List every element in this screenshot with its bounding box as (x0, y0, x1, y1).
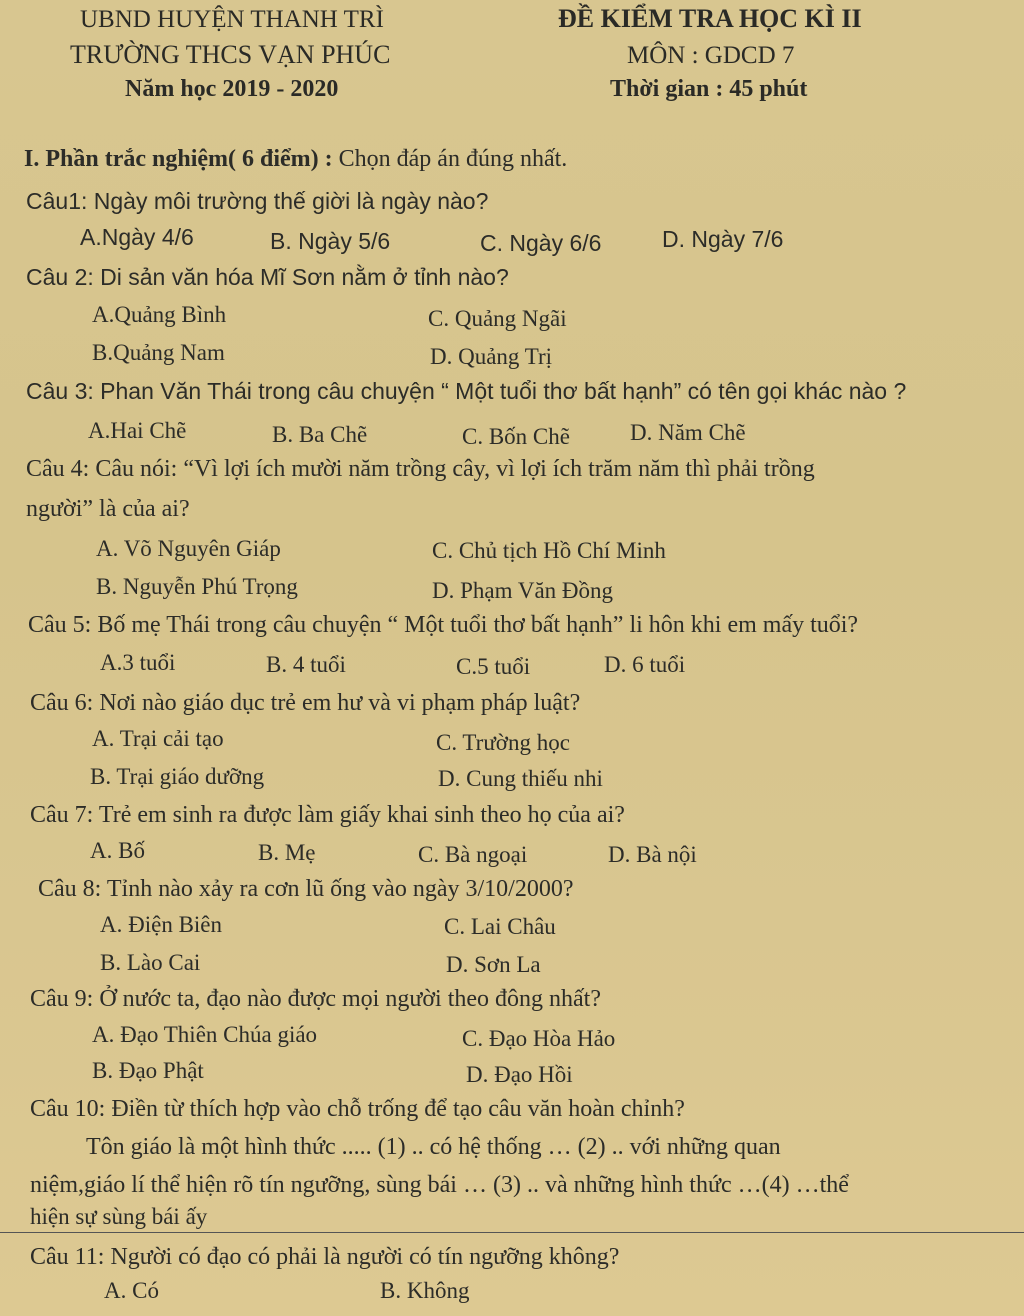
school-year: Năm học 2019 - 2020 (125, 76, 339, 102)
section-heading (24, 146, 567, 173)
q2-option-b: B.Quảng Nam (92, 340, 225, 365)
exam-title: ĐỀ KIỂM TRA HỌC KÌ II (558, 4, 862, 33)
q7-option-c: C. Bà ngoại (418, 842, 528, 867)
question-10: Câu 10: Điền từ thích hợp vào chỗ trống để tạo câu văn hoàn chỉnh? (30, 1096, 685, 1122)
q4-option-a: A. Võ Nguyên Giáp (96, 536, 281, 561)
q5-option-c: C.5 tuổi (456, 654, 531, 679)
q10-body-line-1: Tôn giáo là một hình thức ..... (1) .. có hệ thống … (2) .. với những quan (86, 1134, 781, 1160)
question-6: Câu 6: Nơi nào giáo dục trẻ em hư và vi phạm pháp luật? (30, 690, 581, 716)
q3-option-d: D. Năm Chẽ (630, 420, 746, 445)
q1-option-c: C. Ngày 6/6 (480, 230, 602, 256)
q5-option-b: B. 4 tuổi (266, 652, 346, 677)
q6-option-b: B. Trại giáo dưỡng (90, 764, 265, 789)
q7-option-d: D. Bà nội (608, 842, 697, 867)
q6-option-a: A. Trại cải tạo (92, 726, 224, 751)
q5-option-d: D. 6 tuổi (604, 652, 686, 677)
duration: Thời gian : 45 phút (610, 76, 808, 102)
q11-option-b: B. Không (380, 1278, 470, 1303)
q11-option-a: A. Có (104, 1278, 159, 1303)
q9-option-b: B. Đạo Phật (92, 1058, 204, 1083)
q9-option-d: D. Đạo Hồi (466, 1062, 573, 1087)
q10-body-line-3: hiện sự sùng bái ấy (30, 1204, 208, 1229)
question-9: Câu 9: Ở nước ta, đạo nào được mọi người theo đông nhất? (30, 986, 601, 1012)
section-heading-rest: Chọn đáp án đúng nhất. (332, 146, 568, 172)
question-1: Câu1: Ngày môi trường thế giời là ngày nào? (26, 188, 489, 214)
school-name: TRƯỜNG THCS VẠN PHÚC (70, 40, 391, 69)
q8-option-d: D. Sơn La (446, 952, 541, 977)
q1-option-b: B. Ngày 5/6 (270, 228, 391, 254)
subject: MÔN : GDCD 7 (627, 42, 795, 69)
q8-option-c: C. Lai Châu (444, 914, 556, 939)
q7-option-b: B. Mẹ (258, 840, 316, 865)
q4-option-b: B. Nguyễn Phú Trọng (96, 574, 298, 599)
district-name: UBND HUYỆN THANH TRÌ (80, 6, 384, 33)
q7-option-a: A. Bố (90, 838, 145, 863)
fold-line (0, 1232, 1024, 1233)
q1-option-a: A.Ngày 4/6 (80, 224, 194, 250)
question-4: Câu 4: Câu nói: “Vì lợi ích mười năm trồng cây, vì lợi ích trăm năm thì phải trồng (26, 456, 815, 482)
q1-option-d: D. Ngày 7/6 (662, 226, 784, 252)
q9-option-a: A. Đạo Thiên Chúa giáo (92, 1022, 318, 1047)
q5-option-a: A.3 tuổi (100, 650, 176, 675)
q2-option-a: A.Quảng Bình (92, 302, 227, 327)
q4-option-d: D. Phạm Văn Đồng (432, 578, 614, 603)
q6-option-c: C. Trường học (436, 730, 570, 755)
question-8: Câu 8: Tỉnh nào xảy ra cơn lũ ống vào ngày 3/10/2000? (38, 876, 574, 902)
question-2: Câu 2: Di sản văn hóa Mĩ Sơn nằm ở tỉnh nào? (26, 264, 509, 290)
q2-option-c: C. Quảng Ngãi (428, 306, 567, 331)
question-11: Câu 11: Người có đạo có phải là người có tín ngưỡng không? (30, 1244, 620, 1270)
q3-option-b: B. Ba Chẽ (272, 422, 368, 447)
section-heading-bold: I. Phần trắc nghiệm( 6 điểm) : (24, 146, 333, 172)
q2-option-d: D. Quảng Trị (430, 344, 553, 369)
question-7: Câu 7: Trẻ em sinh ra được làm giấy khai sinh theo họ của ai? (30, 802, 625, 828)
q3-option-a: A.Hai Chẽ (88, 418, 187, 443)
q3-option-c: C. Bốn Chẽ (462, 424, 570, 449)
question-4-cont: người” là của ai? (26, 496, 190, 522)
q8-option-a: A. Điện Biên (100, 912, 223, 937)
q8-option-b: B. Lào Cai (100, 950, 201, 975)
q6-option-d: D. Cung thiếu nhi (438, 766, 603, 791)
q4-option-c: C. Chủ tịch Hồ Chí Minh (432, 538, 666, 563)
q9-option-c: C. Đạo Hòa Hảo (462, 1026, 616, 1051)
question-5: Câu 5: Bố mẹ Thái trong câu chuyện “ Một tuổi thơ bất hạnh” li hôn khi em mấy tuổi? (28, 612, 859, 638)
question-3: Câu 3: Phan Văn Thái trong câu chuyện “ Một tuổi thơ bất hạnh” có tên gọi khác nào ? (26, 378, 907, 404)
q10-body-line-2: niệm,giáo lí thể hiện rõ tín ngưỡng, sùng bái … (3) .. và những hình thức …(4) …thể (30, 1172, 849, 1198)
